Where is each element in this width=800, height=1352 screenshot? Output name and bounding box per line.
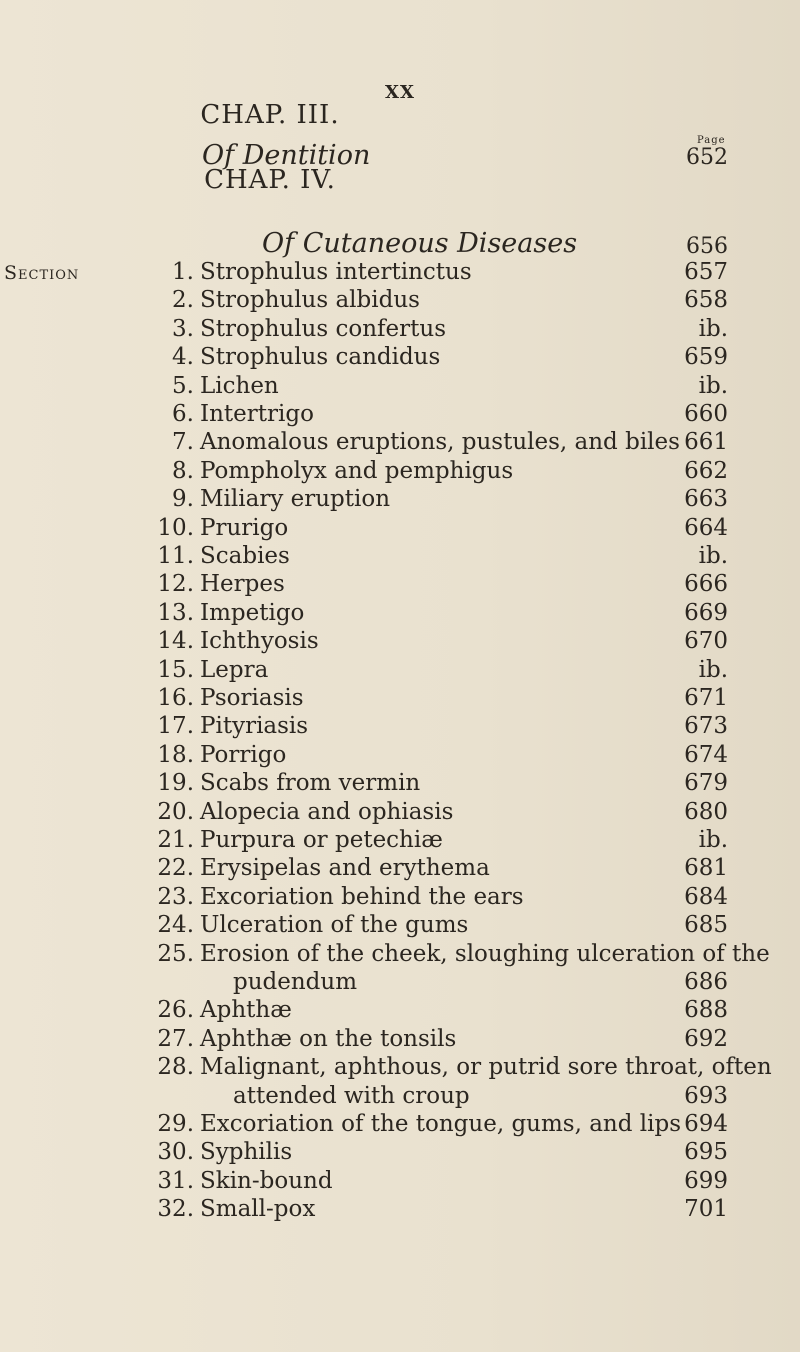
- entry-page: 684: [684, 883, 728, 910]
- contents-entry: [0, 740, 800, 770]
- contents-entry: [0, 882, 800, 912]
- contents-entry: [0, 683, 800, 713]
- entry-number: 5.: [172, 372, 194, 399]
- entry-title: Scabies: [200, 543, 290, 569]
- entry-page: ib.: [698, 315, 728, 342]
- entry-title: Intertrigo: [200, 401, 314, 427]
- contents-entry: [0, 768, 800, 798]
- entry-number: 8.: [172, 457, 194, 484]
- entry-number: 26.: [157, 997, 194, 1024]
- entry-number: 3.: [172, 315, 194, 342]
- entry-title: Skin-bound: [200, 1167, 333, 1194]
- entry-number: 9.: [172, 486, 194, 513]
- entry-page: ib.: [698, 656, 728, 683]
- chapter-4-title: Of Cutaneous Diseases: [262, 228, 578, 259]
- entry-number: 29.: [157, 1111, 194, 1137]
- entry-page: 685: [684, 912, 728, 939]
- contents-entry: [0, 598, 800, 628]
- entry-page: ib.: [698, 827, 728, 853]
- entry-page: 695: [684, 1139, 728, 1166]
- contents-entry: [0, 399, 800, 429]
- contents-entry: [0, 484, 800, 514]
- entry-number: 6.: [172, 401, 194, 427]
- entry-title: Scabs from vermin: [200, 770, 421, 797]
- entry-number: 16.: [157, 685, 194, 711]
- contents-entry: [0, 456, 800, 486]
- entry-page: 670: [684, 628, 728, 655]
- entry-title: Erysipelas and erythema: [200, 855, 490, 882]
- contents-entry: [0, 1194, 800, 1224]
- contents-entry: [0, 541, 800, 571]
- contents-entry: [0, 342, 800, 372]
- entry-title: Purpura or petechiæ: [200, 827, 443, 853]
- contents-entry: [0, 371, 800, 401]
- entry-title: Anomalous eruptions, pustules, and biles: [200, 429, 680, 456]
- entry-page: 662: [684, 457, 728, 484]
- contents-entry: [0, 513, 800, 543]
- contents-entry: [0, 1024, 800, 1054]
- contents-entry: [0, 967, 800, 997]
- entry-page: 657: [684, 259, 728, 285]
- contents-entry: [0, 797, 800, 827]
- entry-page: ib.: [698, 543, 728, 569]
- entry-title: Malignant, aphthous, or putrid sore throat, often: [200, 1054, 772, 1081]
- entry-title: Strophulus albidus: [200, 287, 420, 314]
- entry-title: Porrigo: [200, 741, 287, 768]
- entry-page: 694: [684, 1111, 728, 1137]
- contents-entry: [0, 1052, 800, 1082]
- entry-page: 663: [684, 486, 728, 513]
- entry-page: 661: [684, 429, 728, 456]
- entry-title: Alopecia and ophiasis: [200, 798, 454, 825]
- contents-entry: [0, 314, 800, 344]
- chapter-3-label: CHAP. III.: [200, 100, 340, 130]
- entry-title: Ulceration of the gums: [200, 912, 469, 939]
- entry-title: Aphthæ: [200, 997, 292, 1024]
- contents-entry: [0, 257, 800, 287]
- entry-title: Small-pox: [200, 1196, 316, 1223]
- entry-title: Ichthyosis: [200, 628, 319, 655]
- entry-title: Lepra: [200, 656, 269, 683]
- entry-title: Strophulus confertus: [200, 315, 446, 342]
- entry-number: 25.: [157, 940, 194, 967]
- entry-number: 1.: [172, 259, 194, 285]
- entry-page: 693: [684, 1082, 728, 1109]
- entry-number: 21.: [157, 827, 194, 853]
- entry-number: 31.: [157, 1167, 194, 1194]
- entry-page: 679: [684, 770, 728, 797]
- contents-entry: [0, 853, 800, 883]
- entry-page: 671: [684, 685, 728, 711]
- entry-title: Psoriasis: [200, 685, 304, 711]
- entry-title: Aphthæ on the tonsils: [200, 1025, 457, 1052]
- entry-number: 17.: [157, 713, 194, 740]
- entry-page: 674: [684, 741, 728, 768]
- entry-number: 28.: [157, 1054, 194, 1081]
- section-label: Section: [4, 262, 80, 284]
- entry-title: attended with croup: [233, 1082, 470, 1109]
- entry-number: 23.: [157, 883, 194, 910]
- contents-entry: [0, 825, 800, 855]
- entry-page: ib.: [698, 372, 728, 399]
- entry-number: 24.: [157, 912, 194, 939]
- contents-entry: [0, 285, 800, 315]
- entry-title: Strophulus candidus: [200, 344, 441, 371]
- entry-page: 701: [684, 1196, 728, 1223]
- entry-number: 11.: [157, 543, 194, 569]
- entry-page: 688: [684, 997, 728, 1024]
- entry-number: 14.: [157, 628, 194, 655]
- entry-page: 686: [684, 969, 728, 995]
- entry-number: 20.: [157, 798, 194, 825]
- entry-title: Impetigo: [200, 599, 305, 626]
- entry-number: 4.: [172, 344, 194, 371]
- entry-page: 699: [684, 1167, 728, 1194]
- contents-entry: [0, 910, 800, 940]
- entry-page: 660: [684, 401, 728, 427]
- entry-number: 10.: [157, 514, 194, 541]
- chapter-3-title: Of Dentition: [202, 140, 371, 171]
- page-column-heading: Page: [697, 135, 726, 146]
- contents-entry: [0, 1137, 800, 1167]
- entry-title: Herpes: [200, 571, 285, 598]
- entry-page: 666: [684, 571, 728, 598]
- entry-title: Erosion of the cheek, sloughing ulceration of the: [200, 940, 770, 967]
- entry-title: Excoriation behind the ears: [200, 883, 524, 910]
- entry-page: 680: [684, 798, 728, 825]
- entry-page: 664: [684, 514, 728, 541]
- entry-number: 32.: [157, 1196, 194, 1223]
- entry-page: 692: [684, 1025, 728, 1052]
- contents-entry: [0, 1166, 800, 1196]
- chapter-3-page: 652: [686, 145, 728, 170]
- contents-entry: [0, 655, 800, 685]
- contents-entry: [0, 711, 800, 741]
- entry-number: 12.: [157, 571, 194, 598]
- entry-title: Excoriation of the tongue, gums, and lips: [200, 1111, 682, 1137]
- entry-title: Miliary eruption: [200, 486, 391, 513]
- chapter-4-label: CHAP. IV.: [204, 165, 336, 195]
- entry-title: Strophulus intertinctus: [200, 259, 472, 285]
- contents-entry: [0, 995, 800, 1025]
- entry-page: 669: [684, 599, 728, 626]
- entry-number: 15.: [157, 656, 194, 683]
- entry-number: 7.: [172, 429, 194, 456]
- entry-title: Pityriasis: [200, 713, 309, 740]
- entry-page: 658: [684, 287, 728, 314]
- contents-entry: [0, 569, 800, 599]
- contents-entry: [0, 427, 800, 457]
- contents-entry: [0, 1109, 800, 1139]
- entry-title: Pompholyx and pemphigus: [200, 457, 514, 484]
- entry-number: 13.: [157, 599, 194, 626]
- entry-title: Syphilis: [200, 1139, 293, 1166]
- entry-number: 18.: [157, 741, 194, 768]
- entry-number: 2.: [172, 287, 194, 314]
- entry-number: 22.: [157, 855, 194, 882]
- entry-page: 681: [684, 855, 728, 882]
- entry-number: 27.: [157, 1025, 194, 1052]
- contents-entry: [0, 1081, 800, 1111]
- entry-title: Prurigo: [200, 514, 289, 541]
- contents-entry: [0, 626, 800, 656]
- contents-entry: [0, 939, 800, 969]
- entry-page: 673: [684, 713, 728, 740]
- entry-page: 659: [684, 344, 728, 371]
- chapter-4-page: 656: [686, 234, 728, 259]
- entry-number: 19.: [157, 770, 194, 797]
- entry-number: 30.: [157, 1139, 194, 1166]
- entry-title: Lichen: [200, 372, 279, 399]
- folio-number: XX: [385, 82, 415, 103]
- entry-title: pudendum: [233, 969, 358, 995]
